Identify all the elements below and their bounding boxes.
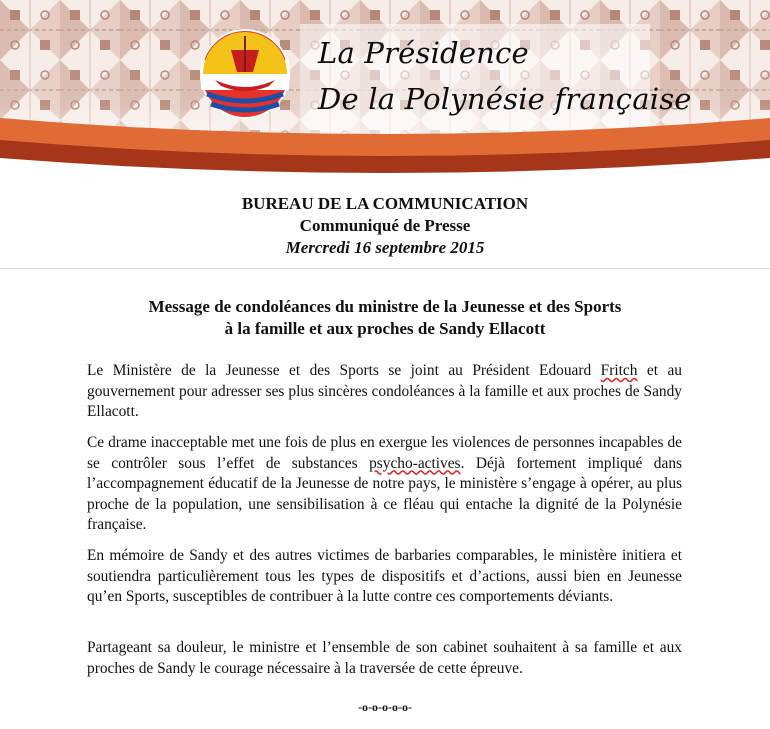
emblem-icon [195,24,295,124]
bureau-name: BUREAU DE LA COMMUNICATION [241,194,529,213]
paragraph-2 [87,433,682,536]
paragraph-1 [87,361,682,423]
spellcheck-word: psycho-actives [369,454,461,472]
paragraph-2-text-b: . Déjà fortement impliqué dans l’accompagnement éducatif de la Jeunesse de notre pays, le ministère s’engage à opérer, au plus proche de la population, une sensibilisation à ce fléau qui entache la dignité de la Polynésie française. [87,454,683,534]
paragraph-3: En mémoire de Sandy et des autres victimes de barbaries comparables, le ministère initiera et soutiendra particulièrement tous les types de dispositifs et d’actions, aussi bien en Jeunesse qu’en Sports, susceptibles de contribuer à la lutte contre ces comportements déviants. [87,547,682,606]
paragraph-2-text-a: Ce drame inacceptable met une fois de plus en exergue les violences de personnes incapables de se contrôler sous l’effet de substances [87,434,682,472]
header-divider [0,268,770,269]
paragraph-1-text-b: et au gouvernement pour adresser ses plus sincères condoléances à la famille et aux proches de Sandy Ellacott. [87,362,682,421]
headline-line1: Message de condoléances du ministre de la Jeunesse et des Sports [148,297,622,316]
paragraph-4: Partageant sa douleur, le ministre et l’ensemble de son cabinet souhaitent à sa famille et aux proches de Sandy le courage nécessaire à la traversée de cette épreuve. [87,639,682,677]
headline-line2: à la famille et aux proches de Sandy Ellacott [224,319,546,338]
coat-of-arms-emblem [195,24,295,124]
end-marker: -o-o-o-o-o- [358,700,412,714]
presidency-title-line2: De la Polynésie française [318,82,692,116]
publication-date: Mercredi 16 septembre 2015 [285,238,485,257]
paragraph-1-text-a: Le Ministère de la Jeunesse et des Sports se joint au Président Edouard [87,362,601,379]
presidency-title-line1: La Présidence [318,36,529,70]
document-type: Communiqué de Presse [299,216,471,235]
president-name: Fritch [600,362,638,379]
